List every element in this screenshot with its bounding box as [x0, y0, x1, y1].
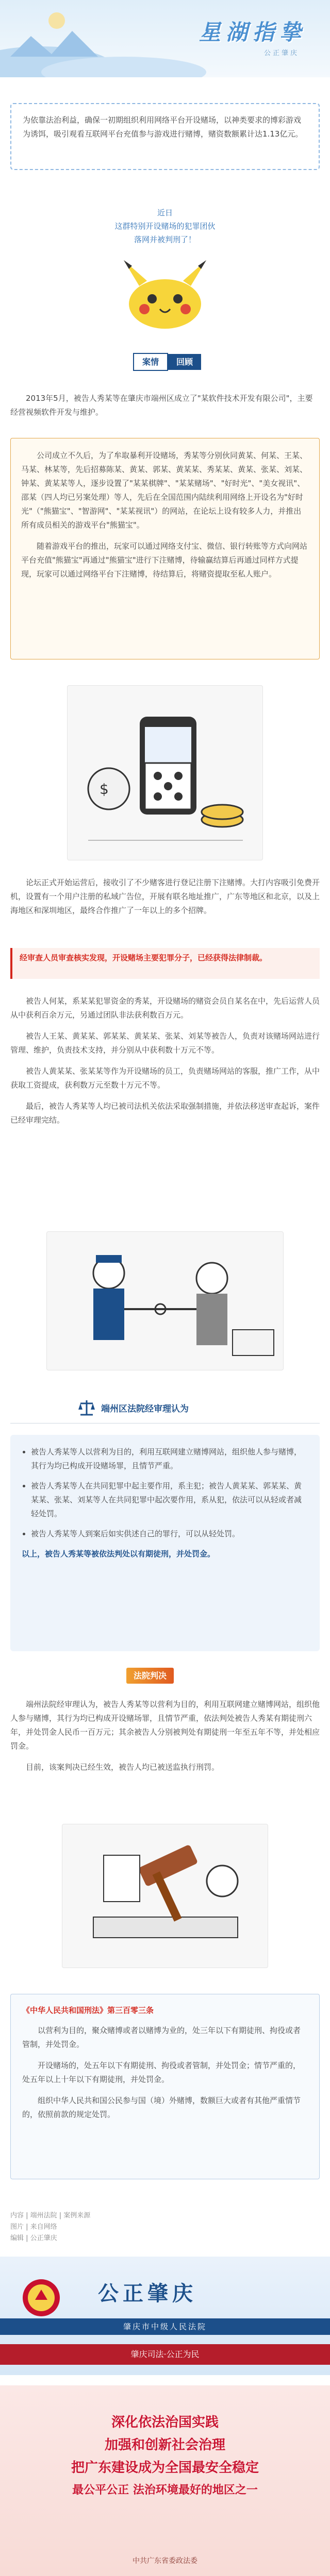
quote-line-1: 近日 — [157, 208, 173, 217]
poster-headline-1: 深化依法治国实践 — [111, 2415, 219, 2430]
intro-text: 为依靠法治利益，确保一初期组织利用网络平台开设赌场，以神类要求的博彩游戏为诱饵，吸引观看互联网平台充值参与游戏进行赌博，赌资数额累计达1.13亿元。 — [23, 115, 303, 139]
header-banner — [0, 0, 330, 77]
judgment-p2: 目前，该案判决已经生效，被告人均已被送监执行刑罚。 — [26, 1762, 220, 1772]
verdict-item: • 被告人秀某等人到案后如实供述自己的罪行，可以从轻处罚。 — [31, 1527, 308, 1541]
gavel-cartoon-icon — [62, 1824, 269, 1969]
footer-logo-sub: 肇庆市中级人民法院 — [0, 2318, 330, 2335]
slogan-bar: 肇庆司法·公正为民 — [0, 2344, 330, 2365]
timeline-p3: 被告人黄某某、张某某等作为开设赌场的员工，负责赌场网站的客服，推广工作，从中获取工资提成，获利数万元至数十万元不等。 — [10, 1066, 320, 1090]
case-p2: 公司成立不久后，为了牟取暴利开设赌场，秀某等分别伙同黄某、何某、王某、马某、林某等，先后招募陈某、黄某、郭某、黄某某、秀某某、黄某、张某、刘某、钟某、黄某某等人，逐步设置了"某某棋牌"、"某某赌场"、"好时光"、"美女视讯"、邵某（四人均已另案处理）等人，先后在全国范围内陆续利用网络上开设名为"好时光"（"熊猫宝"、"智游网"、"某某视讯"）的网站，在论坛上设有较多人力，并推出所有成员相关的游戏平台"熊猫宝"。 — [21, 451, 308, 530]
law-p1: 以营利为目的，聚众赌博或者以赌博为业的，处三年以下有期徒刑、拘役或者管制，并处罚金。 — [22, 2026, 301, 2049]
case-detail-box — [10, 438, 320, 659]
svg-text:$: $ — [100, 781, 109, 798]
timeline-p4: 最后，被告人秀某等人均已被司法机关依法采取强制措施，并依法移送审查起诉，案件已经审理完结。 — [10, 1101, 320, 1125]
timeline-heading-box — [10, 948, 320, 979]
banner-subtitle: 公正肇庆 — [263, 49, 299, 57]
judgment-label-wrap — [126, 1669, 174, 1681]
quote-block — [62, 206, 268, 246]
timeline-p1: 被告人何某，系某某犯罪资金的秀某，开设赌场的赌资会员自某名在中，先后运营人员从中获利百余万元，另通过团队非法获利数百万元。 — [10, 996, 320, 1020]
footer-meta-line: 内容 | 端州法院 | 案例来源 — [10, 2212, 91, 2219]
scales-icon — [77, 1398, 96, 1417]
law-p3: 组织中华人民共和国公民参与国（境）外赌博，数额巨大或者有其他严重情节的，依照前款的规定处罚。 — [22, 2096, 301, 2119]
judgment-body — [10, 1698, 320, 1782]
verdict-title: 端州区法院经审理认为 — [101, 1404, 189, 1414]
case-caption-text: 论坛正式开始运营后，接收引了不少赌客进行登记注册下注赌博。大打内容吸引免费开机，设置有一个用户注册的私域广告位，开展有联名地址推广，广东等地区和北京，以及上海地区和深圳地区，最终合作推广了一年以上的多个招牌。 — [10, 878, 320, 915]
case-p1: 2013年5月，被告人秀某等在肇庆市端州区成立了"某软件技术开发有限公司"，主要经营视频软件开发与维护。 — [10, 394, 313, 417]
verdict-list — [22, 1445, 308, 1541]
arrest-cartoon-icon — [47, 1232, 284, 1371]
law-cartoon — [62, 1824, 268, 1968]
poster-headline-3: 把广东建设成为全国最安全稳定 — [71, 2460, 259, 2476]
footer-meta — [10, 2210, 320, 2244]
politics-poster — [0, 2385, 330, 2576]
verdict-title-bar — [77, 1396, 253, 1419]
law-title: 《中华人民共和国刑法》第三百零三条 — [22, 2006, 154, 2015]
quote-line-3: 落网并被判刑了！ — [134, 235, 196, 244]
arrest-cartoon — [46, 1231, 284, 1370]
banner-title: 星湖指挚 — [199, 20, 306, 45]
verdict-item: • 被告人秀某等人以营利为目的，利用互联网建立赌博网站，组织他人参与赌博，其行为均已构成开设赌场罪，且情节严重。 — [31, 1445, 308, 1473]
judgment-p1: 端州法院经审理认为，被告人秀某等以营利为目的，利用互联网建立赌博网站，组织他人参与赌博，其行为均已构成开设赌场罪，且情节严重，依法判处被告人秀某有期徒刑六年，并处罚金人民币一百万元；其余被告人分别被判处有期徒刑一年至五年不等，并处相应罚金。 — [10, 1700, 320, 1751]
court-emblem-icon — [21, 2277, 62, 2318]
footer-logo-title: 公正肇庆 — [98, 2281, 197, 2306]
judgment-label: 法院判决 — [126, 1668, 174, 1684]
case-label-left: 案情 — [133, 353, 168, 371]
timeline-p2: 被告人王某、黄某某、郭某某、黄某某、张某、刘某等被告人，负责对该赌场网站进行管理、维护，负责技术支持，并分别从中获利数十万元不等。 — [10, 1031, 320, 1055]
law-p2: 开设赌场的，处五年以下有期徒刑、拘役或者管制，并处罚金；情节严重的，处五年以上十年以下有期徒刑，并处罚金。 — [22, 2061, 301, 2084]
case-caption — [10, 876, 320, 925]
verdict-item: • 被告人秀某等人在共同犯罪中起主要作用，系主犯；被告人黄某某、郭某某、黄某某、张某、刘某等人在共同犯罪中起次要作用，系从犯，依法可以从轻或者减轻处罚。 — [31, 1479, 308, 1521]
poster-headline-4: 最公平公正 法治环境最好的地区之一 — [72, 2484, 258, 2497]
timeline-heading: 经审查人员审查核实发现，开设赌场主要犯罪分子，已经获得法律制裁。 — [20, 953, 268, 962]
verdict-panel — [10, 1435, 320, 1651]
quote-line-2: 这群特别开设赌场的犯罪团伙 — [114, 222, 216, 231]
footer-logo-banner — [0, 2257, 330, 2375]
verdict-conclusion: 以上，被告人秀某等被依法判处以有期徒刑，并处罚金。 — [22, 1549, 216, 1558]
case-paragraph-1 — [10, 392, 320, 427]
timeline-body — [10, 994, 320, 1134]
poster-org: 中共广东省委政法委 — [133, 2557, 197, 2565]
case-p3: 随着游戏平台的推出，玩家可以通过网络支付宝、微信、银行转账等方式向网站平台充值"熊猫宝"再通过"熊猫宝"进行下注赌博，待输赢结算后再通过同样方式提现，玩家可以通过网络平台下注赌博，待结算后，将赌资提取至私人账户。 — [21, 541, 308, 579]
law-box — [10, 1994, 320, 2179]
footer-meta-line: 图片 | 来自网络 — [10, 2223, 57, 2231]
case-label-right: 回顾 — [168, 354, 201, 370]
footer-meta-line: 编辑 | 公正肇庆 — [10, 2234, 57, 2242]
poster-headline-2: 加强和创新社会治理 — [104, 2437, 225, 2453]
case-review-label — [133, 355, 201, 367]
gambling-cartoon — [67, 685, 263, 860]
intro-box — [10, 103, 320, 170]
gambling-phone-cartoon-icon — [68, 686, 263, 861]
pikachu-illustration-icon — [113, 258, 217, 330]
